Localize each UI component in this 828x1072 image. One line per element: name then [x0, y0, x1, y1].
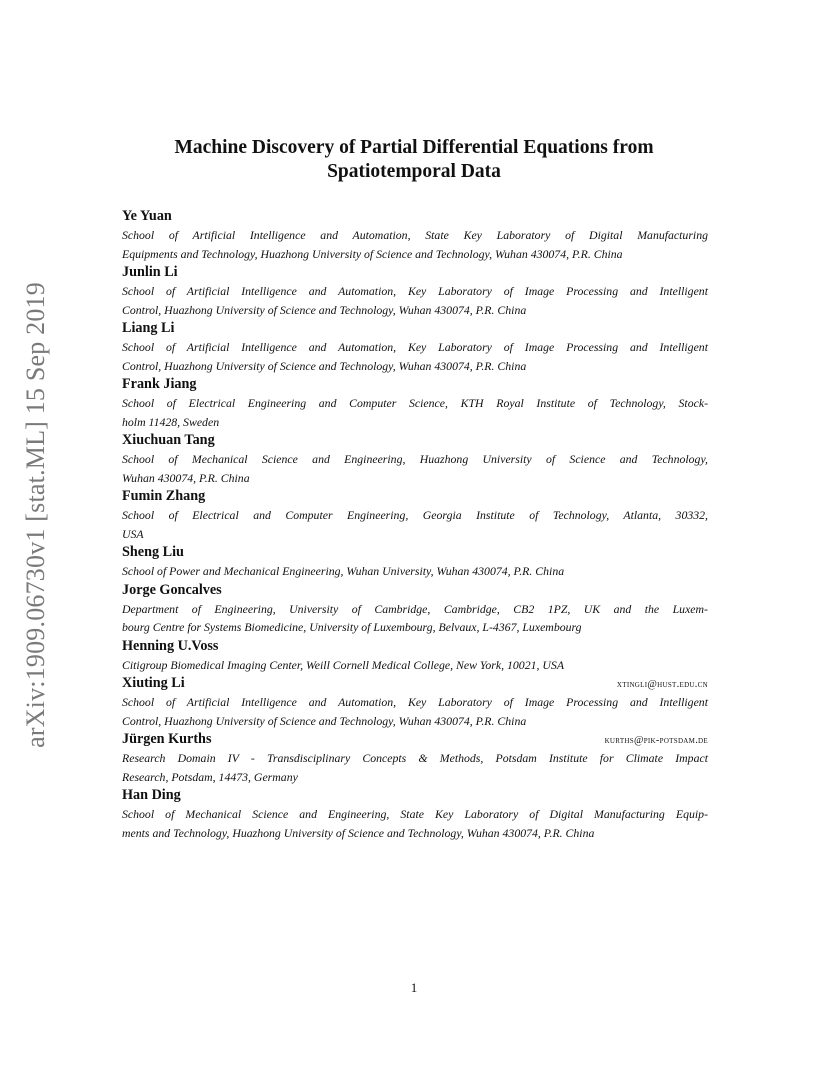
- author-affiliation: [122, 656, 708, 675]
- affiliation-line: School of Artificial Intelligence and Automation, State Key Laboratory of Digital Manufacturing: [122, 228, 708, 242]
- author-entry: [122, 207, 708, 263]
- affiliation-line: Research, Potsdam, 14473, Germany: [122, 769, 298, 784]
- author-name: Sheng Liu: [122, 544, 184, 560]
- author-entry: [122, 487, 708, 543]
- affiliation-line: School of Mechanical Science and Engineering, State Key Laboratory of Digital Manufacturing Equip-: [122, 807, 708, 821]
- author-name: Xiuting Li: [122, 675, 185, 691]
- author-entry: [122, 637, 708, 675]
- author-affiliation: [122, 693, 708, 730]
- author-entry: [122, 263, 708, 319]
- author-affiliation: [122, 450, 708, 487]
- affiliation-line: School of Artificial Intelligence and Automation, Key Laboratory of Image Processing and Intelligent: [122, 340, 708, 354]
- affiliation-line: Wuhan 430074, P.R. China: [122, 470, 250, 485]
- affiliation-line: Control, Huazhong University of Science and Technology, Wuhan 430074, P.R. China: [122, 358, 527, 373]
- author-header: [122, 637, 708, 656]
- author-header: [122, 431, 708, 450]
- paper-title-line-2: Spatiotemporal Data: [327, 161, 501, 182]
- author-affiliation: [122, 562, 708, 581]
- author-entry: [122, 543, 708, 581]
- author-header: [122, 543, 708, 562]
- author-header: [122, 786, 708, 805]
- affiliation-line: School of Electrical Engineering and Computer Science, KTH Royal Institute of Technology, Stock-: [122, 396, 708, 410]
- author-header: [122, 319, 708, 338]
- affiliation-line: Equipments and Technology, Huazhong University of Science and Technology, Wuhan 430074, P.R. China: [122, 246, 623, 261]
- author-name: Jürgen Kurths: [122, 731, 212, 747]
- author-email: kurths@pik-potsdam.de: [604, 735, 708, 746]
- author-header: [122, 487, 708, 506]
- author-header: [122, 263, 708, 282]
- affiliation-line: USA: [122, 526, 144, 541]
- author-name: Frank Jiang: [122, 376, 197, 392]
- affiliation-line: ments and Technology, Huazhong University of Science and Technology, Wuhan 430074, P.R. China: [122, 825, 595, 840]
- author-header: [122, 375, 708, 394]
- paper-title: [0, 136, 828, 184]
- affiliation-line: Research Domain IV - Transdisciplinary Concepts & Methods, Potsdam Institute for Climate Impact: [122, 751, 708, 765]
- author-entry: [122, 319, 708, 375]
- affiliation-line: Citigroup Biomedical Imaging Center, Weill Cornell Medical College, New York, 10021, USA: [122, 657, 565, 672]
- author-affiliation: [122, 749, 708, 786]
- author-entry: [122, 581, 708, 637]
- author-entry: [122, 786, 708, 842]
- affiliation-line: School of Artificial Intelligence and Automation, Key Laboratory of Image Processing and Intelligent: [122, 284, 708, 298]
- author-email: xtingli@hust.edu.cn: [616, 679, 708, 690]
- arxiv-identifier-stamp: [20, 282, 52, 747]
- author-name: Han Ding: [122, 787, 181, 803]
- affiliation-line: Department of Engineering, University of Cambridge, Cambridge, CB2 1PZ, UK and the Luxem-: [122, 601, 708, 616]
- author-name: Junlin Li: [122, 264, 178, 280]
- author-entry: [122, 730, 708, 786]
- author-entry: [122, 431, 708, 487]
- author-name: Xiuchuan Tang: [122, 432, 215, 448]
- author-affiliation: [122, 226, 708, 263]
- author-header: [122, 207, 708, 226]
- author-entry: [122, 375, 708, 431]
- page-number: 1: [410, 980, 418, 995]
- author-entry: [122, 674, 708, 730]
- author-header: [122, 730, 708, 749]
- author-affiliation: [122, 506, 708, 543]
- author-affiliation: [122, 600, 708, 637]
- affiliation-line: School of Mechanical Science and Engineering, Huazhong University of Science and Technology,: [122, 452, 708, 466]
- author-affiliation: [122, 394, 708, 431]
- affiliation-line: holm 11428, Sweden: [122, 414, 220, 429]
- affiliation-line: School of Artificial Intelligence and Automation, Key Laboratory of Image Processing and Intelligent: [122, 695, 708, 709]
- arxiv-identifier-text: arXiv:1909.06730v1 [stat.ML] 15 Sep 2019: [21, 281, 50, 748]
- author-affiliation: [122, 338, 708, 375]
- affiliation-line: Control, Huazhong University of Science and Technology, Wuhan 430074, P.R. China: [122, 302, 527, 317]
- author-affiliation: [122, 805, 708, 842]
- author-affiliation: [122, 282, 708, 319]
- author-name: Henning U.Voss: [122, 637, 219, 654]
- author-header: [122, 674, 708, 693]
- affiliation-line: Control, Huazhong University of Science and Technology, Wuhan 430074, P.R. China: [122, 713, 527, 728]
- affiliation-line: bourg Centre for Systems Biomedicine, University of Luxembourg, Belvaux, L-4367, Luxembourg: [122, 620, 582, 634]
- author-name: Liang Li: [122, 320, 175, 336]
- author-list: [122, 207, 708, 842]
- author-name: Fumin Zhang: [122, 488, 206, 504]
- author-name: Jorge Goncalves: [122, 581, 222, 598]
- author-name: Ye Yuan: [122, 208, 172, 224]
- paper-title-line-1: Machine Discovery of Partial Differential Equations from: [174, 137, 654, 158]
- affiliation-line: School of Power and Mechanical Engineering, Wuhan University, Wuhan 430074, P.R. China: [122, 564, 565, 578]
- affiliation-line: School of Electrical and Computer Engineering, Georgia Institute of Technology, Atlanta, 30332,: [122, 508, 708, 522]
- author-header: [122, 581, 708, 600]
